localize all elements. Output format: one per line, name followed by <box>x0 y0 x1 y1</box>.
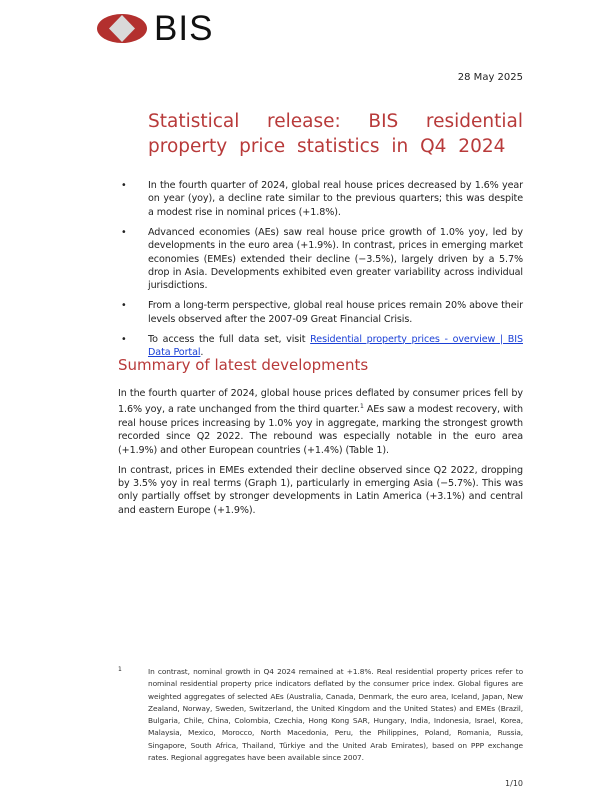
page-title: Statistical release: BIS residential property price statistics in Q4 2024 <box>148 111 523 157</box>
bullet-text: From a long-term perspective, global real house prices remain 20% above their levels observed after the 2007-09 Great Financial Crisis. <box>148 300 523 325</box>
bis-emblem-icon <box>97 13 147 44</box>
list-item <box>121 179 523 219</box>
paragraph: In contrast, prices in EMEs extended their decline observed since Q2 2022, dropping by 3.5% yoy in real terms (Graph 1), particularly in emerging Asia (−5.7%). This was only partially offset by stronger developments in Latin America (+3.1%) and central and eastern Europe (+1.9%). <box>118 464 523 516</box>
bullet-icon: • <box>121 300 127 312</box>
section-body <box>118 387 523 524</box>
bullet-text: To access the full data set, visit <box>148 333 311 345</box>
list-item <box>121 299 523 326</box>
paragraph <box>118 387 523 457</box>
bullet-icon: • <box>121 180 127 191</box>
page-number: 1/10 <box>505 779 523 788</box>
section-heading: Summary of latest developments <box>118 356 369 374</box>
footnote-ref[interactable]: 1 <box>360 403 364 411</box>
paragraph-text: AEs saw a modest recovery, with real house prices increasing by 1.0% yoy in aggregate, marking the strongest growth recorded since Q2 2022. The rebound was especially notable in the euro area (+1.9%) and other European countries (+1.4%) (Table 1). <box>118 404 523 456</box>
data-portal-link[interactable]: Residential property prices - overview | BIS Data Portal <box>148 333 523 358</box>
paragraph-text: In the fourth quarter of 2024, global house prices deflated by consumer prices fell by 1.6% yoy, a rate unchanged from the third quarter. <box>118 388 523 416</box>
bullet-text-end: . <box>200 346 204 358</box>
bullet-icon: • <box>121 333 127 345</box>
bis-logo <box>97 11 213 46</box>
footnote-text: In contrast, nominal growth in Q4 2024 remained at +1.8%. Real residential property prices refer to nominal residential property price indicators deflated by the consumer price index. Global figures are weighted aggregates of selected AEs (Australia, Canada, Denmark, the euro area, Iceland, Japan, New Zealand, Norway, Sweden, Switzerland, the United Kingdom and the United States) and EMEs (Brazil, Bulgaria, Chile, China, Colombia, Czechia, Hong Kong SAR, Hungary, India, Indonesia, Israel, Korea, Malaysia, Mexico, Morocco, North Macedonia, Peru, the Philippines, Poland, Romania, Russia, Singapore, South Africa, Thailand, Türkiye and the United Arab Emirates), based on PPP exchange rates. Regional aggregates have been available since 2007. <box>148 667 523 763</box>
bullet-text: Advanced economies (AEs) saw real house price growth of 1.0% yoy, led by developments in the euro area (+1.9%). In contrast, prices in emerging market economies (EMEs) extended their decline (−3.5%), largely driven by a 5.7% drop in Asia. Developments exhibited even greater variability across individual jurisdictions. <box>148 226 523 292</box>
list-item <box>121 226 523 293</box>
footnote <box>118 666 523 764</box>
bullet-icon: • <box>121 226 127 238</box>
bullet-text: In the fourth quarter of 2024, global real house prices decreased by 1.6% year on year (yoy), a decline rate similar to the previous quarters; this was despite a modest rise in nominal prices (+1.8%). <box>148 180 523 218</box>
release-date: 28 May 2025 <box>457 72 523 83</box>
logo-text: BIS <box>154 9 214 48</box>
footnote-number: 1 <box>118 666 122 673</box>
